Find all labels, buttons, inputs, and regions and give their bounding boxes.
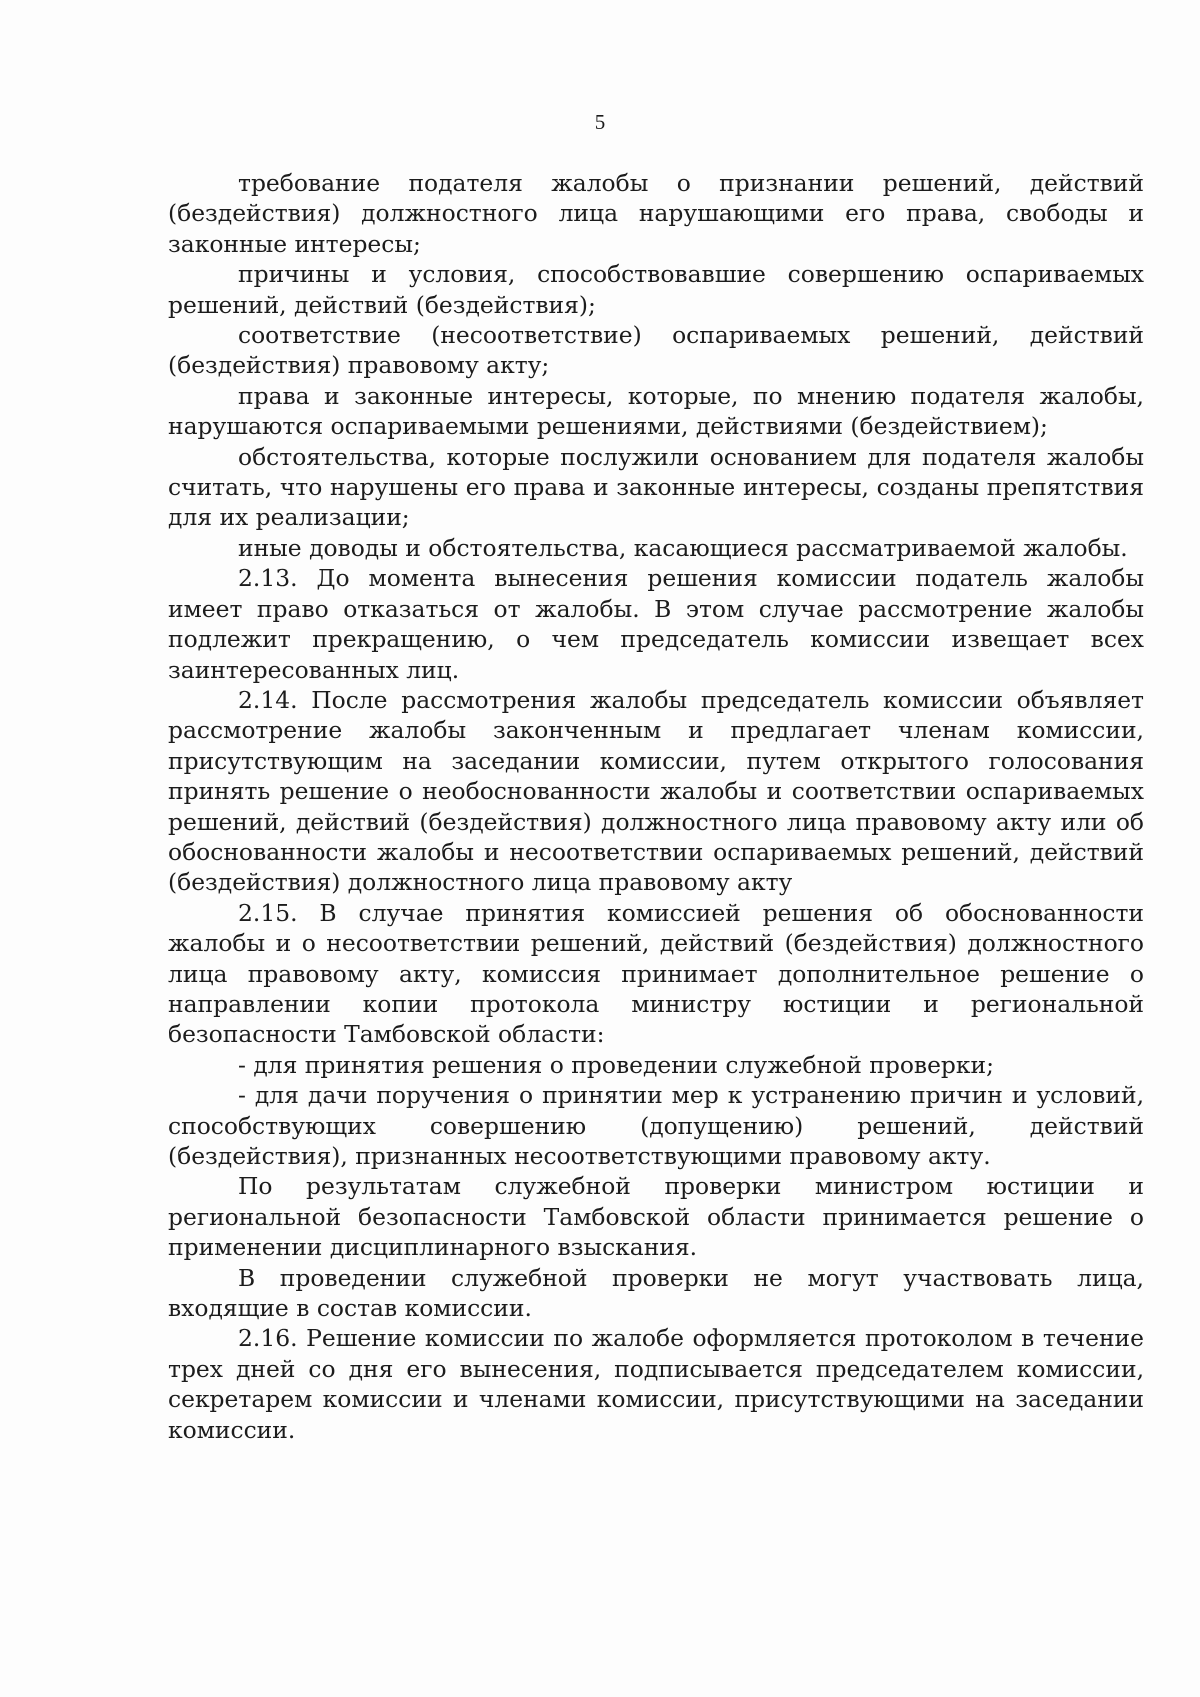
paragraph-check-results: По результатам служебной проверки министром юстиции и региональной безопасности Тамбовской области принимается решение о применении дисциплинарного взыскания. — [168, 1172, 1144, 1262]
paragraph-conformity: соответствие (несоответствие) оспариваемых решений, действий (бездействия) правовому акту; — [168, 321, 1144, 380]
paragraph-service-check: - для принятия решения о проведении служебной проверки; — [238, 1050, 994, 1079]
paragraph-other-arguments: иные доводы и обстоятельства, касающиеся рассматриваемой жалобы. — [238, 533, 1128, 562]
paragraph-2-15: 2.15. В случае принятия комиссией решения об обоснованности жалобы и о несоответствии решений, действий (бездействия) должностного лица правовому акту, комиссия принимает дополнительное решение о направлении копии протокола министру юстиции и региональной безопасности Тамбовской области: — [168, 898, 1144, 1049]
paragraph-check-participants: В проведении служебной проверки не могут участвовать лица, входящие в состав комиссии. — [168, 1263, 1144, 1323]
paragraph-complaint-requirement: требование подателя жалобы о признании решений, действий (бездействия) должностного лица нарушающими его права, свободы и законные интересы; — [168, 169, 1144, 258]
paragraph-rights-interests: права и законные интересы, которые, по мнению подателя жалобы, нарушаются оспариваемыми решениями, действиями (бездействием); — [168, 381, 1144, 441]
paragraph-2-13: 2.13. До момента вынесения решения комиссии податель жалобы имеет право отказаться от жалобы. В этом случае рассмотрение жалобы подлежит прекращению, о чем председатель комиссии извещает всех заинтересованных лиц. — [168, 564, 1144, 684]
paragraph-instruction-measures: - для дачи поручения о принятии мер к устранению причин и условий, способствующих совершению (допущению) решений, действий (бездействия), признанных несоответствующими правовому акту. — [168, 1081, 1144, 1170]
document-body — [168, 168, 1144, 1445]
paragraph-circumstances: обстоятельства, которые послужили основанием для подателя жалобы считать, что нарушены его права и законные интересы, созданы препятствия для их реализации; — [168, 442, 1144, 532]
paragraph-2-14: 2.14. После рассмотрения жалобы председатель комиссии объявляет рассмотрение жалобы законченным и предлагает членам комиссии, присутствующим на заседании комиссии, путем открытого голосования принять решение о необоснованности жалобы и соответствии оспариваемых решений, действий (бездействия) должностного лица правовому акту или об обоснованности жалобы и несоответствии оспариваемых решений, действий (бездействия) должностного лица правовому акту — [168, 685, 1144, 897]
paragraph-2-16: 2.16. Решение комиссии по жалобе оформляется протоколом в течение трех дней со дня его вынесения, подписывается председателем комиссии, секретарем комиссии и членами комиссии, присутствующими на заседании комиссии. — [168, 1324, 1144, 1444]
page-number: 5 — [594, 110, 606, 134]
paragraph-causes-conditions: причины и условия, способствовавшие совершению оспариваемых решений, действий (бездействия); — [168, 260, 1144, 319]
